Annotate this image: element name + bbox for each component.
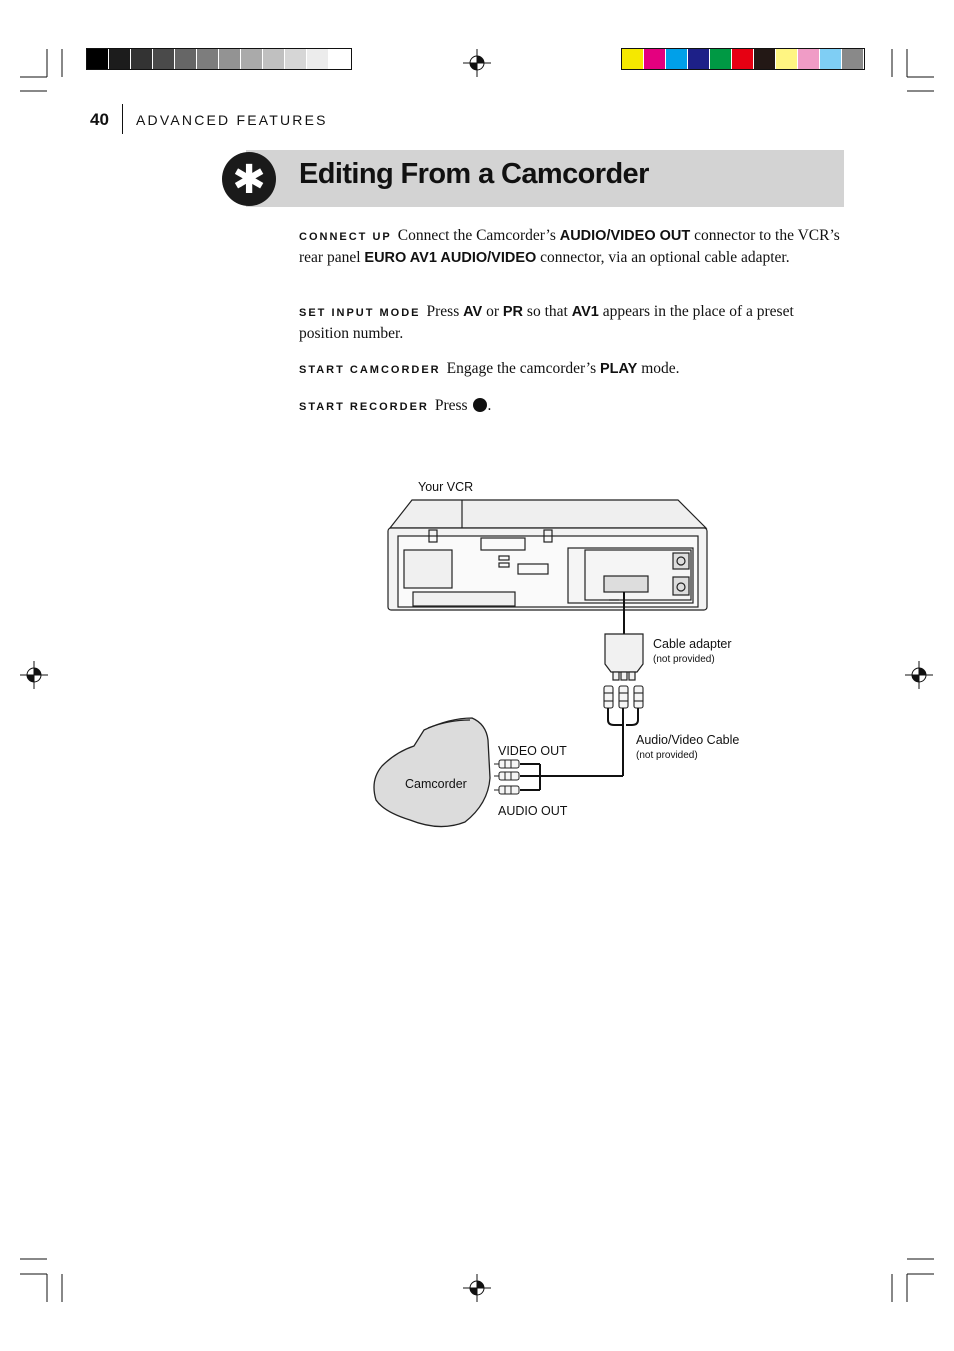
step-text: mode. — [637, 360, 680, 377]
camcorder-plugs — [494, 760, 519, 794]
control-name: AUDIO/VIDEO OUT — [559, 228, 691, 244]
step-label: START CAMCORDER — [299, 364, 441, 376]
step-text: Connect the Camcorder’s — [397, 227, 560, 244]
asterisk-icon: ✱ — [222, 152, 276, 206]
camcorder-label: Camcorder — [405, 777, 467, 791]
step-text: appears in the place of a preset position number. — [299, 303, 794, 342]
vcr-rear-panel — [388, 500, 707, 610]
page-title: Editing From a Camcorder — [299, 158, 649, 190]
adapter-note: (not provided) — [653, 654, 715, 665]
step-text: Engage the camcorder’s — [446, 360, 600, 377]
control-name: PR — [502, 304, 524, 320]
control-name: AV1 — [571, 304, 599, 320]
vcr-label: Your VCR — [418, 480, 474, 494]
section-title: ADVANCED FEATURES — [136, 112, 328, 128]
step-text: connector, via an optional cable adapter. — [536, 248, 790, 266]
video-out-label: VIDEO OUT — [498, 744, 567, 758]
step-text: so that — [523, 303, 572, 320]
adapter-label: Cable adapter — [653, 637, 732, 651]
rca-plugs — [604, 686, 643, 708]
step-text: or — [482, 303, 503, 320]
control-name: EURO AV1 AUDIO/VIDEO — [364, 249, 537, 266]
page-number: 40 — [90, 110, 109, 129]
step-text: . — [487, 397, 492, 414]
control-name: PLAY — [599, 361, 638, 377]
step-text: connector to the VCR’s rear panel — [299, 227, 840, 266]
step-text: Press — [426, 303, 464, 320]
cable-note: (not provided) — [636, 750, 698, 761]
audio-out-label: AUDIO OUT — [498, 804, 568, 818]
cable-adapter — [605, 634, 643, 680]
cable-label: Audio/Video Cable — [636, 733, 740, 747]
av-cable — [520, 708, 638, 790]
camcorder-icon — [374, 718, 490, 827]
step-label: CONNECT UP — [299, 231, 392, 243]
step-label: START RECORDER — [299, 401, 429, 413]
step-label: SET INPUT MODE — [299, 307, 421, 319]
control-name: AV — [463, 304, 483, 320]
step-text: Press — [434, 397, 472, 414]
